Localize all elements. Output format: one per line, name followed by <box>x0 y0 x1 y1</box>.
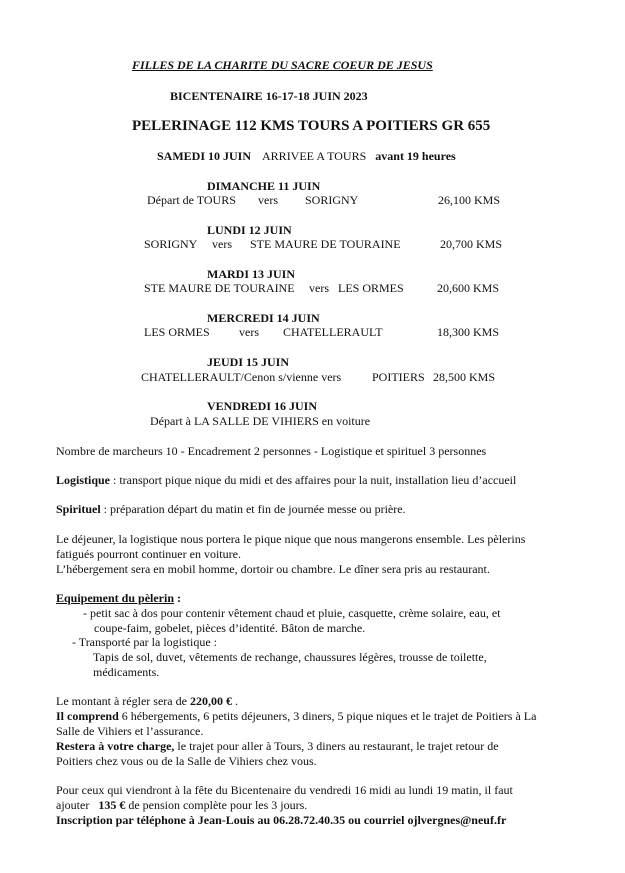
includes-line: Salle de Vihiers et l’assurance. <box>56 724 204 738</box>
equipment-item-transported <box>93 650 613 680</box>
stage-day: LUNDI 12 JUIN <box>207 223 292 237</box>
equipment-heading <box>56 591 576 606</box>
equipment-item-transported-title: - Transporté par la logistique : <box>72 635 217 649</box>
logistics-label: Logistique <box>56 473 111 487</box>
arrival-text: ARRIVEE A TOURS <box>262 149 367 163</box>
equipment-item-backpack <box>83 606 603 636</box>
stage-from: CHATELLERAULT/Cenon s/vienne vers <box>141 370 342 384</box>
charge-line: Poitiers chez vous ou de la Salle de Vihiers chez vous. <box>56 754 317 768</box>
logistics-paragraph <box>56 473 576 488</box>
stage-day: DIMANCHE 11 JUIN <box>207 179 321 193</box>
spiritual-text: : préparation départ du matin et fin de journée messe ou prière. <box>100 502 406 516</box>
logistics-text: : transport pique nique du midi et des affaires pour la nuit, installation lieu d’accueil <box>110 473 517 487</box>
equipment-line: médicaments. <box>93 665 160 679</box>
includes-text: 6 hébergements, 6 petits déjeuners, 3 diners, 5 pique niques et le trajet de Poitiers à La <box>118 709 537 723</box>
bicentenary-price: 135 € <box>98 798 126 812</box>
organization-name: FILLES DE LA CHARITE DU SACRE COEUR DE JESUS <box>132 58 433 72</box>
stage-day: JEUDI 15 JUIN <box>207 355 290 369</box>
departure-text: Départ à LA SALLE DE VIHIERS en voiture <box>150 414 371 428</box>
charge-text: le trajet pour aller à Tours, 3 diners au restaurant, le trajet retour de <box>174 739 499 753</box>
amount-prefix: Le montant à régler sera de <box>56 694 190 708</box>
stage-from: SORIGNY <box>144 237 198 251</box>
participants-line: Nombre de marcheurs 10 - Encadrement 2 personnes - Logistique et spirituel 3 personnes <box>56 444 487 458</box>
stage-distance: 26,100 KMS <box>438 193 501 207</box>
lodging-line: L’hébergement sera en mobil homme, dortoir ou chambre. Le dîner sera pris au restaurant. <box>56 562 490 576</box>
payment-paragraph <box>56 694 576 769</box>
equipment-line: Tapis de sol, duvet, vêtements de rechange, chaussures légères, trousse de toilette, <box>93 650 487 664</box>
stage-to: CHATELLERAULT <box>283 325 383 339</box>
stage-sep: vers <box>239 325 259 339</box>
includes-label: Il comprend <box>56 709 119 723</box>
amount-line <box>56 694 576 709</box>
amount-suffix: . <box>231 694 238 708</box>
amount-value: 220,00 € <box>189 694 232 708</box>
charge-line <box>56 739 576 754</box>
stage-from: LES ORMES <box>144 325 210 339</box>
stage-distance: 20,700 KMS <box>440 237 503 251</box>
stage-sep: vers <box>212 237 232 251</box>
stage-distance: 20,600 KMS <box>437 281 500 295</box>
arrival-line <box>157 149 456 164</box>
equipment-line: - petit sac à dos pour contenir vêtement chaud et pluie, casquette, crème solaire, eau, et <box>83 606 501 620</box>
equipment-heading-colon: : <box>174 591 182 605</box>
stage-sep: vers <box>258 193 278 207</box>
stage-sep: vers <box>309 281 329 295</box>
bicentenary-line <box>56 798 576 813</box>
stage-from: STE MAURE DE TOURAINE <box>144 281 295 295</box>
stage-distance: 18,300 KMS <box>437 325 500 339</box>
stage-from: Départ de TOURS <box>147 193 236 207</box>
arrival-time: avant 19 heures <box>375 149 456 163</box>
stage-to: SORIGNY <box>305 193 359 207</box>
lunch-line: fatigués pourront continuer en voiture. <box>56 547 241 561</box>
stage-distance: 28,500 KMS <box>433 370 496 384</box>
equipment-heading-label: Equipement du pèlerin <box>56 591 175 605</box>
lunch-paragraph <box>56 532 576 577</box>
spiritual-label: Spirituel <box>56 502 101 516</box>
departure-day: VENDREDI 16 JUIN <box>207 399 318 413</box>
bicentenary-line: Pour ceux qui viendront à la fête du Bicentenaire du vendredi 16 midi au lundi 19 matin, il faut <box>56 783 513 797</box>
pilgrimage-title: PELERINAGE 112 KMS TOURS A POITIERS GR 655 <box>132 118 491 134</box>
bicentenary-paragraph <box>56 783 576 828</box>
bicentenary-suffix: de pension complète pour les 3 jours. <box>125 798 308 812</box>
stage-day: MARDI 13 JUIN <box>207 267 295 281</box>
arrival-day: SAMEDI 10 JUIN <box>157 149 252 163</box>
includes-line <box>56 709 576 724</box>
stage-to: STE MAURE DE TOURAINE <box>250 237 401 251</box>
equipment-line: coupe-faim, gobelet, pièces d’identité. Bâton de marche. <box>94 621 366 635</box>
stage-to: POITIERS <box>372 370 425 384</box>
bicentenary-dates: BICENTENAIRE 16-17-18 JUIN 2023 <box>170 89 368 103</box>
signup-line: Inscription par téléphone à Jean-Louis au 06.28.72.40.35 ou courriel ojlvergnes@neuf.fr <box>56 813 507 827</box>
stage-to: LES ORMES <box>338 281 404 295</box>
bicentenary-prefix: ajouter <box>56 798 99 812</box>
spiritual-paragraph <box>56 502 576 517</box>
stage-day: MERCREDI 14 JUIN <box>207 311 320 325</box>
charge-label: Restera à votre charge, <box>56 739 175 753</box>
lunch-line: Le déjeuner, la logistique nous portera le pique nique que nous mangerons ensemble. Les pèlerins <box>56 532 526 546</box>
